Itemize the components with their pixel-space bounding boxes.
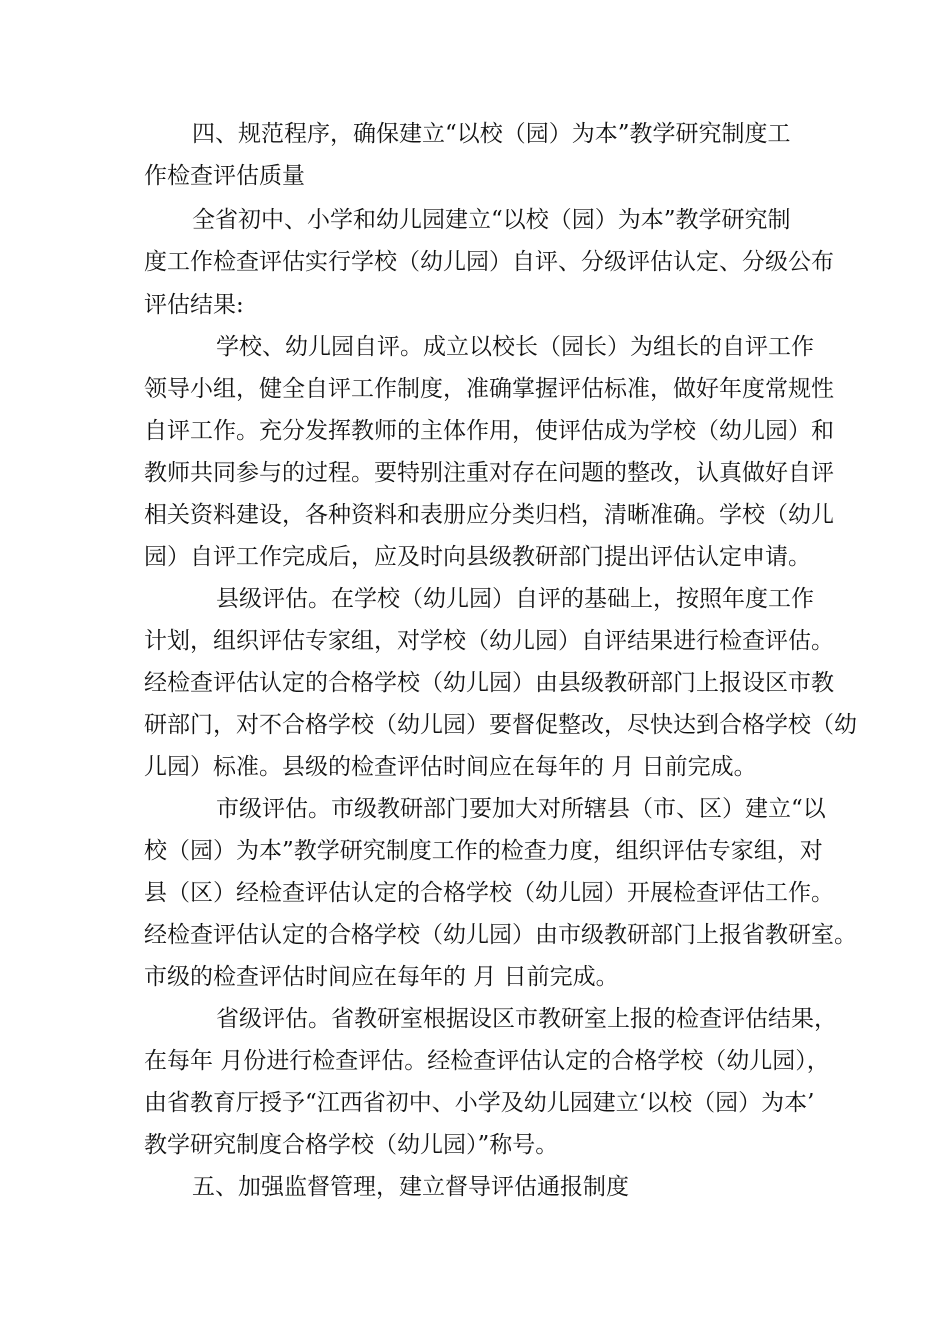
paragraph-line: 在每年 月份进行检查评估。经检查评估认定的合格学校（幼儿园）， — [144, 1048, 830, 1074]
paragraph-line: 县（区）经检查评估认定的合格学校（幼儿园）开展检查评估工作。 — [144, 880, 834, 906]
paragraph-line: 县级评估。在学校（幼儿园）自评的基础上，按照年度工作 — [216, 586, 814, 612]
paragraph-line: 相关资料建设，各种资料和表册应分类归档，清晰准确。学校（幼儿 — [144, 502, 834, 528]
section-heading-5: 五、加强监督管理，建立督导评估通报制度 — [192, 1174, 629, 1200]
paragraph-line: 度工作检查评估实行学校（幼儿园）自评、分级评估认定、分级公布 — [144, 249, 834, 275]
paragraph-line: 自评工作。充分发挥教师的主体作用，使评估成为学校（幼儿园）和 — [144, 418, 834, 444]
paragraph-line: 儿园）标准。县级的检查评估时间应在每年的 月 日前完成。 — [144, 754, 757, 780]
paragraph-line: 研部门，对不合格学校（幼儿园）要督促整改，尽快达到合格学校（幼 — [144, 712, 857, 738]
paragraph-line: 经检查评估认定的合格学校（幼儿园）由市级教研部门上报省教研室。 — [144, 922, 857, 948]
paragraph-line: 校（园）为本”教学研究制度工作的检查力度，组织评估专家组，对 — [144, 838, 823, 864]
paragraph-line: 市级评估。市级教研部门要加大对所辖县（市、区）建立“以 — [216, 796, 826, 822]
paragraph-line: 学校、幼儿园自评。成立以校长（园长）为组长的自评工作 — [216, 334, 814, 360]
paragraph-line: 计划，组织评估专家组，对学校（幼儿园）自评结果进行检查评估。 — [144, 628, 834, 654]
paragraph-line: 教师共同参与的过程。要特别注重对存在问题的整改，认真做好自评 — [144, 460, 834, 486]
paragraph-line: 教学研究制度合格学校（幼儿园）”称号。 — [144, 1132, 559, 1158]
paragraph-line: 由省教育厅授予“江西省初中、小学及幼儿园建立‘以校（园）为本’ — [144, 1090, 815, 1116]
paragraph-line: 园）自评工作完成后，应及时向县级教研部门提出评估认定申请。 — [144, 544, 811, 570]
section-heading-4: 四、规范程序，确保建立“以校（园）为本”教学研究制度工 — [192, 121, 791, 147]
paragraph-line: 经检查评估认定的合格学校（幼儿园）由县级教研部门上报设区市教 — [144, 670, 834, 696]
paragraph-line: 市级的检查评估时间应在每年的 月 日前完成。 — [144, 964, 619, 990]
paragraph-line: 领导小组，健全自评工作制度，准确掌握评估标准，做好年度常规性 — [144, 376, 834, 402]
paragraph-line: 评估结果: — [144, 292, 244, 318]
paragraph-line: 省级评估。省教研室根据设区市教研室上报的检查评估结果， — [216, 1006, 837, 1032]
section-heading-4-continued: 作检查评估质量 — [144, 163, 305, 189]
paragraph-line: 全省初中、小学和幼儿园建立“以校（园）为本”教学研究制 — [192, 207, 791, 233]
